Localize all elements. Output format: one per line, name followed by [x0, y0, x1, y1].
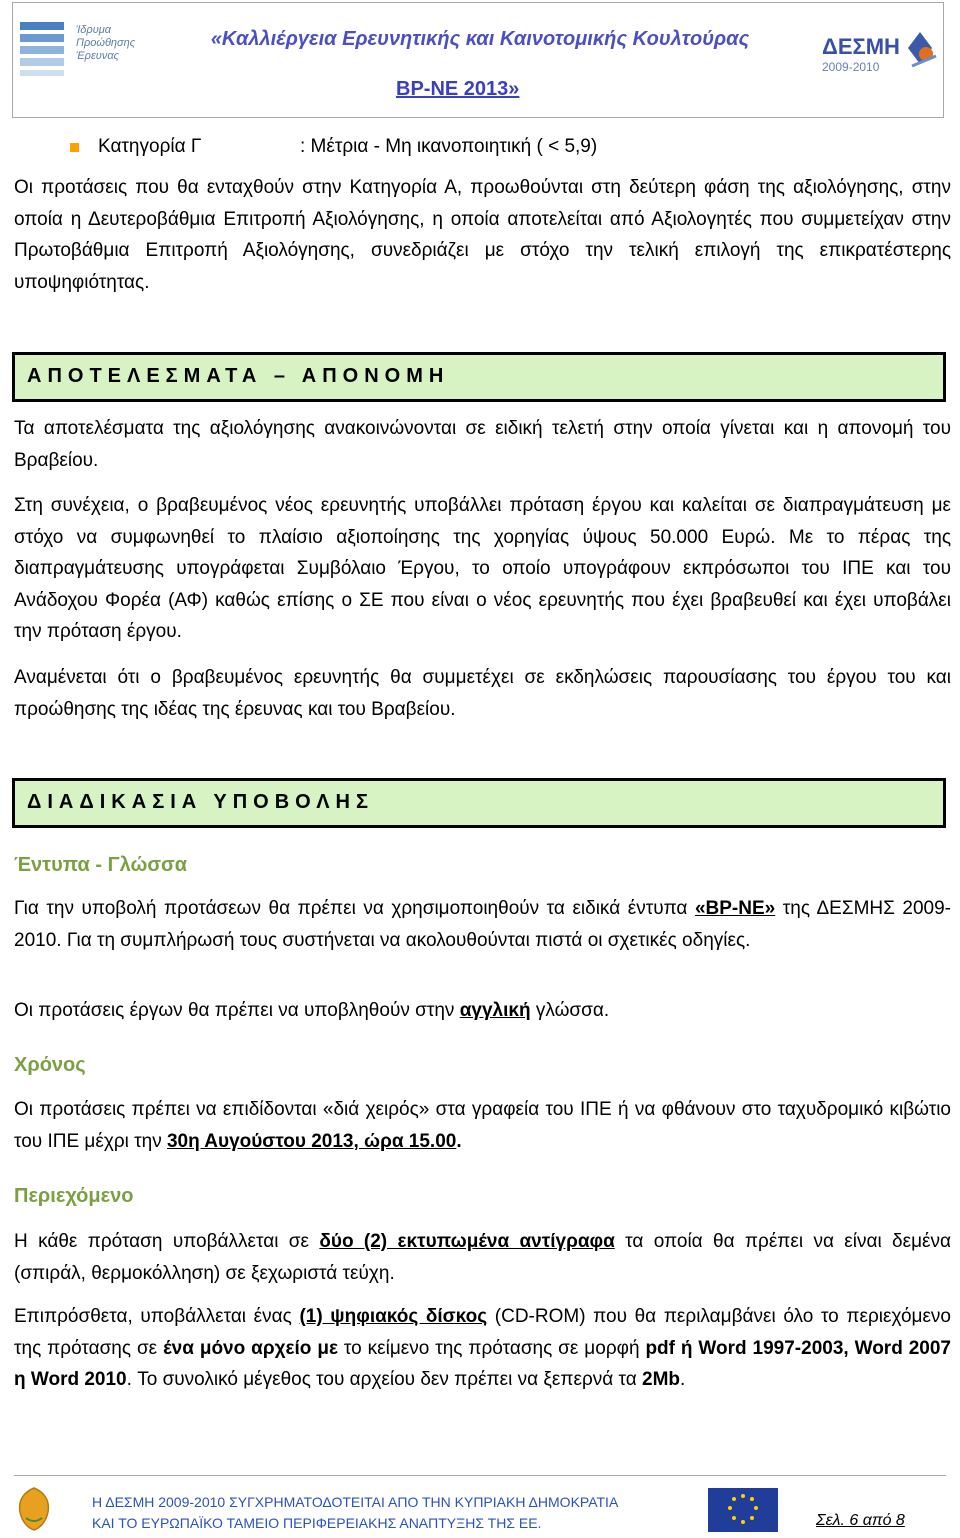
- section-heading-submission-text: ΔΙΑΔΙΚΑΣΙΑ ΥΠΟΒΟΛΗΣ: [27, 791, 374, 813]
- page-number: Σελ. 6 από 8: [816, 1512, 905, 1529]
- digital-disk-highlight: (1) ψηφιακός δίσκος: [299, 1306, 488, 1327]
- subheading-forms-language: Έντυπα - Γλώσσα: [14, 854, 188, 876]
- paragraph-expectations: Αναμένεται ότι ο βραβευμένος ερευνητής θα συμμετέχει σε εκδηλώσεις παρουσίασης του έργου του και προώθησης της ιδέας της έρευνας και του Βραβείου.: [14, 667, 951, 720]
- bullet-label: Κατηγορία Γ: [98, 136, 202, 157]
- printed-copies-highlight: δύο (2) εκτυπωμένα αντίγραφα: [319, 1231, 615, 1252]
- footer-funding-text: Η ΔΕΣΜΗ 2009-2010 ΣΥΓΧΡΗΜΑΤΟΔΟΤΕΙΤΑΙ ΑΠΟ ΤΗΝ ΚΥΠΡΙΑΚΗ ΔΗΜΟΚΡΑΤΙΑ ΚΑΙ ΤΟ ΕΥΡΩΠΑΪΚΟ ΤΑΜΕΙΟ ΠΕΡΙΦΕΡΕΙΑΚΗΣ ΑΝΑΠΤΥΞΗΣ ΤΗΣ ΕΕ.: [92, 1494, 619, 1531]
- desmi-logo-years: 2009-2010: [822, 60, 880, 74]
- desmi-logo: [816, 26, 940, 86]
- section-heading-results-text: ΑΠΟΤΕΛΕΣΜΑΤΑ – ΑΠΟΝΟΜΗ: [27, 365, 450, 387]
- cyprus-emblem-icon: [14, 1484, 54, 1532]
- section-heading-submission: [12, 778, 946, 828]
- subheading-content: Περιεχόμενο: [14, 1185, 134, 1207]
- header-title: «Καλλιέργεια Ερευνητικής και Καινοτομικής Κουλτούρας: [210, 28, 750, 50]
- eu-flag-icon: [708, 1488, 778, 1532]
- paragraph-results: Τα αποτελέσματα της αξιολόγησης ανακοινώνονται σε ειδική τελετή στην οποία γίνεται και η απονομή του Βραβείου.: [14, 418, 951, 471]
- bullet-value: : Μέτρια - Μη ικανοποιητική ( < 5,9): [300, 136, 598, 157]
- paragraph-category-a: Οι προτάσεις που θα ενταχθούν στην Κατηγορία Α, προωθούνται στη δεύτερη φάση της αξιολόγησης, στην οποία η Δευτεροβάθμια Επιτροπή Αξιολόγησης, η οποία αποτελείται από Αξιολογητές που συμμετείχαν στην Πρωτοβάθμια Επιτροπή Αξιολόγησης, συνεδριάζει με στόχο την τελική επιλογή της επικρατέστερης υποψηφιότητας.: [14, 177, 951, 293]
- header-subtitle: BP-NE 2013»: [396, 78, 520, 100]
- deadline-highlight: 30η Αυγούστου 2013, ώρα 15.00: [166, 1130, 457, 1152]
- desmi-logo-text: ΔΕΣΜΗ: [822, 34, 900, 59]
- bullet-square-icon: [70, 143, 79, 152]
- subheading-time: Χρόνος: [14, 1054, 86, 1076]
- footer-divider: [14, 1475, 946, 1476]
- paragraph-digital-disk: Επιπρόσθετα, υποβάλλεται ένας (1) ψηφιακός δίσκος (CD-ROM) που θα περιλαμβάνει όλο το περιεχόμενο της πρότασης σε ένα μόνο αρχείο με το κείμενο της πρότασης σε μορφή pdf ή Word 1997-2003, Word 2007 η Word 2010. Το συνολικό μέγεθος του αρχείου δεν πρέπει να ξεπερνά τα 2Mb.: [14, 1306, 951, 1390]
- bpne-forms-highlight: «BP-NE»: [694, 898, 776, 919]
- paragraph-deadline: Οι προτάσεις πρέπει να επιδίδονται «διά χειρός» στα γραφεία του ΙΠΕ ή να φθάνουν στο ταχυδρομικό κιβώτιο του ΙΠΕ μέχρι την 30η Αυγούστου 2013, ώρα 15.00.: [14, 1099, 951, 1152]
- section-heading-results: [12, 352, 946, 402]
- english-language-highlight: αγγλική: [459, 1000, 531, 1021]
- paragraph-negotiation: Στη συνέχεια, ο βραβευμένος νέος ερευνητής υποβάλλει πρόταση έργου και καλείται σε διαπραγμάτευση με στόχο να συμφωνηθεί το πλαίσιο αξιοποίησης της χορηγίας ύψους 50.000 Ευρώ. Με το πέρας της διαπραγμάτευσης υπογράφεται Συμβόλαιο Έργου, το οποίο υπογράφουν εκπρόσωποι του ΙΠΕ και του Ανάδοχου Φορέα (ΑΦ) καθώς επίσης ο ΣΕ που είναι ο νέος ερευνητής που έχει βραβευθεί και έχει υποβάλει την πρόταση έργου.: [14, 495, 951, 642]
- ipe-logo-icon: [16, 14, 76, 84]
- paragraph-printed-copies: Η κάθε πρόταση υποβάλλεται σε δύο (2) εκτυπωμένα αντίγραφα τα οποία θα πρέπει να είναι δεμένα (σπιράλ, θερμοκόλληση) σε ξεχωριστά τεύχη.: [14, 1231, 952, 1284]
- paragraph-language: Οι προτάσεις έργων θα πρέπει να υποβληθούν στην αγγλική γλώσσα.: [14, 1000, 610, 1021]
- ipe-logo-text: Ίδρυμα Προώθησης Έρευνας: [76, 24, 136, 62]
- paragraph-forms: Για την υποβολή προτάσεων θα πρέπει να χρησιμοποιηθούν τα ειδικά έντυπα «BP-NE» της ΔΕΣΜΗΣ 2009-2010. Για τη συμπλήρωσή τους συστήνεται να ακολουθούνται πιστά οι σχετικές οδηγίες.: [14, 898, 952, 951]
- ipe-logo: [16, 14, 156, 84]
